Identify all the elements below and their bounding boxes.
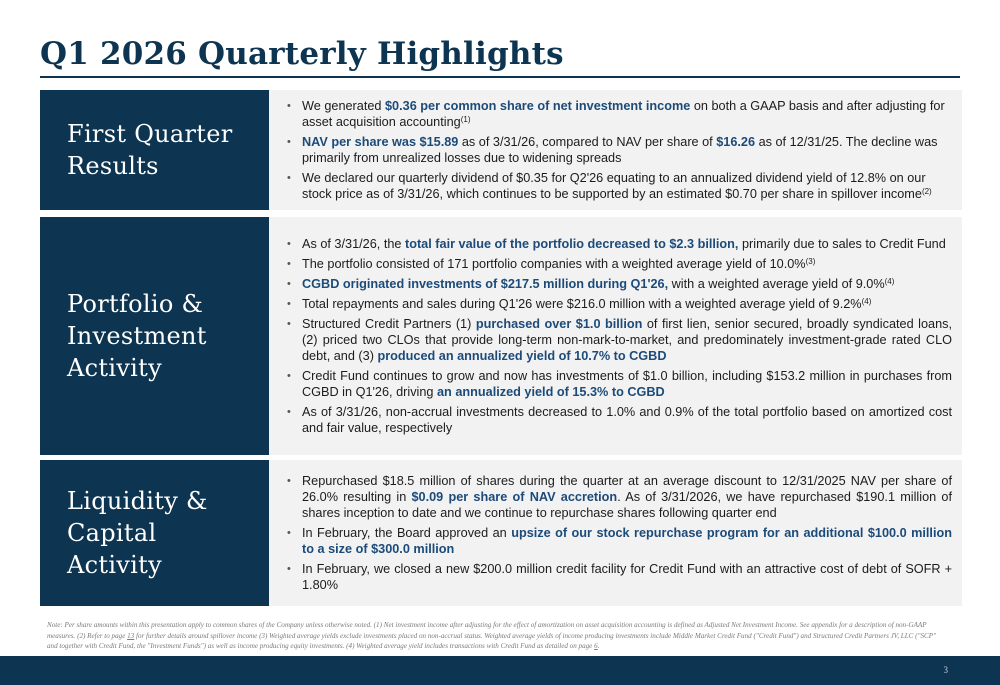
bullet-item	[286, 296, 952, 312]
footnote	[47, 620, 947, 652]
footnote-ref: (4)	[861, 297, 872, 306]
section-label-line: Activity	[67, 354, 162, 382]
bullet-text: Structured Credit Partners (1)	[302, 317, 476, 331]
section-label-line: Liquidity &	[67, 487, 208, 515]
page-6-link[interactable]: 6	[594, 642, 598, 650]
bullet-list	[286, 236, 952, 436]
bullet-item	[286, 276, 952, 292]
bullet-text: We generated	[302, 99, 385, 113]
highlight-text: CGBD originated investments of $217.5 million during Q1'26,	[302, 277, 669, 291]
footnote-text: for further details around spillover income (3) Weighted average yields exclude investments placed on non-accrual status. Weighted average yields of income producing investments include Middle Market Credit Fund ("Credit Fund") and Structured Credit Partners JV, LLC ("SCP" and together with Credit Fund, the "Investment Funds") as well as income producing equity investments. (4) Weighted average yield includes transactions with Credit Fund as detailed on page	[47, 631, 937, 650]
bullet-item	[286, 170, 952, 202]
bullet-text: . As of 3/31/2026, we have repurchased $190.1 million of shares inception to date and we continue to repurchase shares following quarter end	[302, 490, 952, 520]
bullet-item	[286, 561, 952, 593]
title-divider	[40, 76, 960, 78]
bullet-text: As of 3/31/26, non-accrual investments decreased to 1.0% and 0.9% of the total portfolio based on amortized cost and fair value, respectively	[302, 405, 952, 435]
bullet-item	[286, 256, 952, 272]
section-body-first-quarter-results	[269, 90, 962, 210]
bullet-text: Credit Fund continues to grow and now has investments of $1.0 billion, including $153.2 million in purchases from CGBD in Q1'26, driving	[302, 369, 952, 399]
bullet-list	[286, 98, 952, 202]
bullet-item	[286, 525, 952, 557]
page-title: Q1 2026 Quarterly Highlights	[40, 36, 564, 72]
bullet-text: We declared our quarterly dividend of $0.35 for Q2'26 equating to an annualized dividend yield of 12.8% on our stock price as of 3/31/26, which continues to be supported by an estimated $0.70 per share in spillover income	[302, 171, 926, 201]
footnote-ref: (4)	[884, 277, 895, 286]
section-label-line: Portfolio &	[67, 290, 204, 318]
section-body-portfolio-investment-activity	[269, 217, 962, 455]
highlight-text: total fair value of the portfolio decreased to $2.3 billion,	[404, 237, 739, 251]
section-label-portfolio-investment-activity	[40, 217, 269, 455]
footnote-ref: (1)	[460, 115, 471, 124]
footnote-text: .	[597, 642, 600, 650]
bullet-text: primarily due to sales to Credit Fund	[738, 237, 946, 251]
bullet-item	[286, 316, 952, 364]
section-label-first-quarter-results	[40, 90, 269, 210]
bullet-text: The portfolio consisted of 171 portfolio companies with a weighted average yield of 10.0%	[302, 257, 806, 271]
highlight-text: NAV per share was $15.89	[302, 135, 459, 149]
highlight-text: produced an annualized yield of 10.7% to CGBD	[377, 349, 667, 363]
bullet-text: as of 12/31/25. The decline was primarily from unrealized losses due to widening spreads	[302, 135, 938, 165]
footnote-ref: (3)	[805, 257, 816, 266]
bullet-text: on both a GAAP basis and after adjusting for asset acquisition accounting	[302, 99, 945, 129]
bullet-item	[286, 134, 952, 166]
section-label-line: First Quarter	[67, 120, 233, 148]
highlight-text: upsize of our stock repurchase program for an additional $100.0 million to a size of $300.0 million	[302, 526, 952, 556]
highlight-text: an annualized yield of 15.3% to CGBD	[437, 385, 665, 399]
bullet-text: Total repayments and sales during Q1'26 were $216.0 million with a weighted average yield of 9.2%	[302, 297, 862, 311]
bullet-item	[286, 473, 952, 521]
bullet-item	[286, 404, 952, 436]
section-label-line: Investment	[67, 322, 207, 350]
bullet-item	[286, 98, 952, 130]
bullet-item	[286, 368, 952, 400]
bullet-item	[286, 236, 952, 252]
bullet-list	[286, 473, 952, 593]
highlight-text: purchased over $1.0 billion	[475, 317, 643, 331]
bullet-text: as of 3/31/26, compared to NAV per share of	[458, 135, 717, 149]
bullet-text: In February, we closed a new $200.0 million credit facility for Credit Fund with an attractive cost of debt of SOFR + 1.80%	[302, 562, 952, 592]
bullet-text: of first lien, senior secured, broadly syndicated loans, (2) priced two CLOs that provide long-term non-mark-to-market, and predominately investment-grade rated CLO debt, and (3)	[302, 317, 952, 363]
bullet-text: Repurchased $18.5 million of shares during the quarter at an average discount to 12/31/2025 NAV per share of 26.0% resulting in	[302, 474, 952, 504]
section-label-line: Activity	[67, 551, 162, 579]
highlight-text: $0.36 per common share of net investment income	[385, 99, 691, 113]
bullet-text: As of 3/31/26, the	[302, 237, 405, 251]
highlight-text: $0.09 per share of NAV accretion	[411, 490, 618, 504]
footer-band	[0, 656, 1000, 685]
section-label-line: Capital	[67, 519, 157, 547]
section-body-liquidity-capital-activity	[269, 460, 962, 606]
page-13-link[interactable]: 13	[127, 631, 135, 640]
bullet-text: In February, the Board approved an	[302, 526, 512, 540]
section-label-line: Results	[67, 152, 159, 180]
footnote-text: Note: Per share amounts within this presentation apply to common shares of the Company unless otherwise noted. (1) Net investment income after adjusting for the effect of amortization on asset acquisition accounting is defined as Adjusted Net Investment Income. See appendix for a description of non-GAAP measures. (2) Refer to page	[47, 621, 927, 640]
page-number: 3	[943, 665, 948, 675]
bullet-text: with a weighted average yield of 9.0%	[668, 277, 885, 291]
highlight-text: $16.26	[716, 135, 756, 149]
section-label-liquidity-capital-activity	[40, 460, 269, 606]
footnote-ref: (2)	[921, 187, 932, 196]
